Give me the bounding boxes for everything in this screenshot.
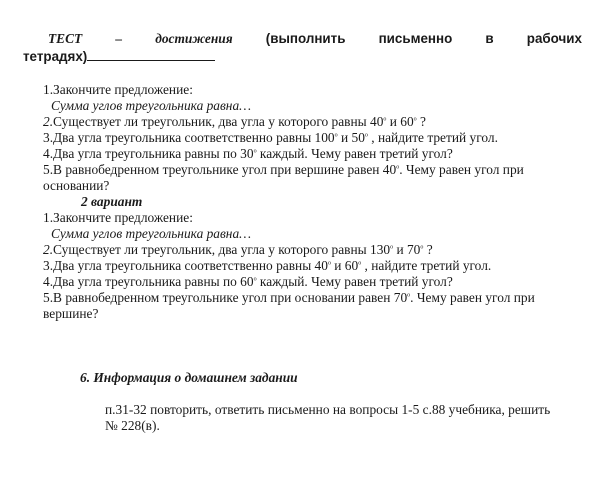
title-underline	[87, 48, 215, 61]
v2-q4-text-b: каждый. Чему равен третий угол?	[256, 274, 453, 289]
v2-q2-text-b: и 70	[393, 242, 421, 257]
v1-q5-text-b: . Чему равен угол при	[399, 162, 524, 177]
homework-text-1: п.31-32 повторить, ответить письменно на вопросы 1-5 с.88 учебника, решить	[105, 402, 551, 417]
degree-mark: о	[383, 116, 387, 123]
title-test: ТЕСТ	[48, 31, 83, 46]
degree-mark: о	[364, 132, 368, 139]
title-word-1: (выполнить	[265, 31, 346, 46]
degree-mark: о	[334, 132, 338, 139]
variant-2-heading: 2 вариант	[81, 194, 143, 209]
v2-q3-text-a: 3.Два угла треугольника соответственно равны 40	[43, 258, 328, 273]
v1-q5-cont: основании?	[43, 178, 110, 193]
homework-text-2: № 228(в).	[105, 418, 160, 433]
v1-q3-text-c: , найдите третий угол.	[367, 130, 498, 145]
degree-mark: о	[407, 292, 411, 299]
title-achievements: достижения	[155, 31, 233, 46]
v1-q2-text-a: Существует ли треугольник, два угла у которого равны 40	[53, 114, 384, 129]
v1-q4-text-b: каждый. Чему равен третий угол?	[256, 146, 453, 161]
degree-mark: о	[327, 260, 331, 267]
v1-q2-text-c: ?	[416, 114, 426, 129]
title-word-2: письменно	[378, 31, 453, 46]
v1-q3-text-b: и 50	[337, 130, 365, 145]
v2-q5	[43, 290, 535, 306]
title-line-2	[23, 48, 215, 65]
v2-q4-text-a: 4.Два угла треугольника равны по 60	[43, 274, 254, 289]
degree-mark: о	[253, 276, 257, 283]
degree-mark: о	[413, 116, 417, 123]
v2-q5-text-b: . Чему равен угол при	[410, 290, 535, 305]
title-notebooks: тетрадях)	[23, 49, 88, 64]
v1-q5-text-a: 5.В равнобедренном треугольнике угол при вершине равен 40	[43, 162, 397, 177]
v2-q4	[43, 274, 453, 290]
v1-q1-sentence: Сумма углов треугольника равна…	[51, 98, 252, 113]
v2-q3	[43, 258, 491, 274]
title-row	[48, 31, 582, 47]
v2-q5-text-a: 5.В равнобедренном треугольнике угол при основании равен 70	[43, 290, 408, 305]
degree-mark: о	[420, 244, 424, 251]
degree-mark: о	[358, 260, 362, 267]
v2-q3-text-c: , найдите третий угол.	[361, 258, 492, 273]
title-word-3: в	[485, 31, 494, 46]
v2-q3-text-b: и 60	[330, 258, 359, 273]
degree-mark: о	[253, 148, 257, 155]
v1-q4	[43, 146, 453, 162]
v1-q2-text-b: и 60	[386, 114, 414, 129]
v1-q2	[43, 114, 426, 130]
v2-q2	[43, 242, 433, 258]
v1-q1: 1.Закончите предложение:	[43, 82, 193, 97]
title-dash: –	[115, 31, 123, 46]
v2-q2-num: 2.	[43, 242, 54, 257]
v2-q2-text-a: Существует ли треугольник, два угла у которого равны 130	[53, 242, 391, 257]
degree-mark: о	[396, 164, 400, 171]
v1-q3	[43, 130, 498, 146]
v1-q2-num: 2.	[43, 114, 54, 129]
degree-mark: о	[390, 244, 394, 251]
v1-q5	[43, 162, 524, 178]
v2-q1-sentence: Сумма углов треугольника равна…	[51, 226, 252, 241]
v2-q5-cont: вершине?	[43, 306, 99, 321]
v2-q1: 1.Закончите предложение:	[43, 210, 193, 225]
v1-q3-text-a: 3.Два угла треугольника соответственно равны 100	[43, 130, 335, 145]
v2-q2-text-c: ?	[423, 242, 433, 257]
homework-heading: 6. Информация о домашнем задании	[80, 370, 298, 385]
title-word-4: рабочих	[526, 31, 582, 46]
v1-q4-text-a: 4.Два угла треугольника равны по 30	[43, 146, 254, 161]
